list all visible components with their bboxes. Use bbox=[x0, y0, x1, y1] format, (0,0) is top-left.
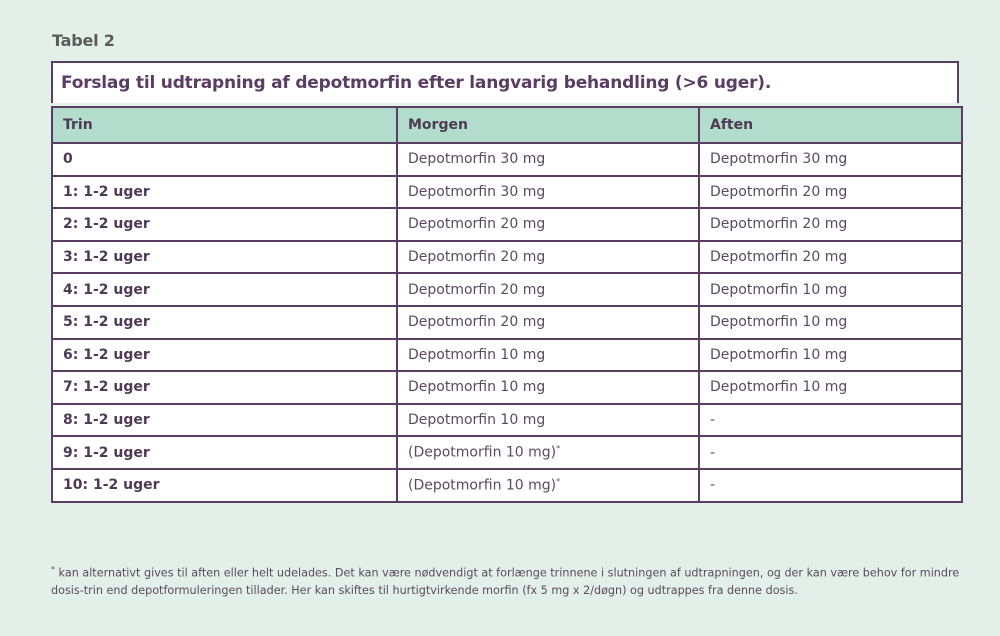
table-row bbox=[52, 404, 962, 437]
morning-cell: Depotmorfin 20 mg bbox=[397, 241, 699, 274]
column-header-step: Trin bbox=[52, 107, 397, 143]
footnote-marker: * bbox=[556, 476, 561, 486]
step-cell: 7: 1-2 uger bbox=[52, 371, 397, 404]
morning-cell: Depotmorfin 10 mg bbox=[397, 371, 699, 404]
morning-cell: Depotmorfin 10 mg bbox=[397, 339, 699, 372]
evening-cell: - bbox=[699, 404, 962, 437]
table-row bbox=[52, 306, 962, 339]
morning-cell: Depotmorfin 10 mg bbox=[397, 404, 699, 437]
evening-cell: Depotmorfin 10 mg bbox=[699, 339, 962, 372]
step-cell: 9: 1-2 uger bbox=[52, 436, 397, 469]
tapering-table bbox=[51, 106, 963, 503]
step-cell: 3: 1-2 uger bbox=[52, 241, 397, 274]
evening-cell: Depotmorfin 30 mg bbox=[699, 143, 962, 176]
table-row bbox=[52, 436, 962, 469]
step-cell: 5: 1-2 uger bbox=[52, 306, 397, 339]
morning-cell: Depotmorfin 20 mg bbox=[397, 273, 699, 306]
morning-cell: Depotmorfin 20 mg bbox=[397, 208, 699, 241]
evening-cell: Depotmorfin 20 mg bbox=[699, 208, 962, 241]
table-label: Tabel 2 bbox=[52, 31, 115, 50]
evening-cell: Depotmorfin 10 mg bbox=[699, 273, 962, 306]
step-cell: 10: 1-2 uger bbox=[52, 469, 397, 502]
morning-cell: Depotmorfin 20 mg bbox=[397, 306, 699, 339]
table-row bbox=[52, 339, 962, 372]
table-row bbox=[52, 273, 962, 306]
evening-cell: - bbox=[699, 436, 962, 469]
evening-cell: - bbox=[699, 469, 962, 502]
morning-cell: Depotmorfin 30 mg bbox=[397, 176, 699, 209]
morning-cell bbox=[397, 469, 699, 502]
step-cell: 1: 1-2 uger bbox=[52, 176, 397, 209]
column-header-evening: Aften bbox=[699, 107, 962, 143]
footnote-marker: * bbox=[556, 444, 561, 454]
step-cell: 8: 1-2 uger bbox=[52, 404, 397, 437]
header-row bbox=[52, 107, 962, 143]
footnote-text: kan alternativt gives til aften eller helt udelades. Det kan være nødvendigt at forlænge trinnene i slutningen af udtrapningen, og der kan være behov for mindre dosis-trin end depotformuleringen tillader. Her kan skiftes til hurtigtvirkende morfin (fx 5 mg x 2/døgn) og udtrappes fra denne dosis. bbox=[51, 566, 960, 597]
evening-cell: Depotmorfin 10 mg bbox=[699, 306, 962, 339]
table-row bbox=[52, 469, 962, 502]
table-row bbox=[52, 176, 962, 209]
table-row bbox=[52, 143, 962, 176]
footnote-marker: * bbox=[51, 565, 55, 574]
evening-cell: Depotmorfin 20 mg bbox=[699, 241, 962, 274]
table-row bbox=[52, 208, 962, 241]
morning-cell bbox=[397, 436, 699, 469]
step-cell: 4: 1-2 uger bbox=[52, 273, 397, 306]
morning-value: (Depotmorfin 10 mg) bbox=[408, 477, 557, 494]
footnote bbox=[51, 561, 966, 599]
table-row bbox=[52, 241, 962, 274]
evening-cell: Depotmorfin 10 mg bbox=[699, 371, 962, 404]
morning-value: (Depotmorfin 10 mg) bbox=[408, 444, 557, 461]
step-cell: 6: 1-2 uger bbox=[52, 339, 397, 372]
step-cell: 0 bbox=[52, 143, 397, 176]
evening-cell: Depotmorfin 20 mg bbox=[699, 176, 962, 209]
morning-cell: Depotmorfin 30 mg bbox=[397, 143, 699, 176]
column-header-morning: Morgen bbox=[397, 107, 699, 143]
table-row bbox=[52, 371, 962, 404]
table-title: Forslag til udtrapning af depotmorfin efter langvarig behandling (>6 uger). bbox=[51, 61, 959, 103]
step-cell: 2: 1-2 uger bbox=[52, 208, 397, 241]
